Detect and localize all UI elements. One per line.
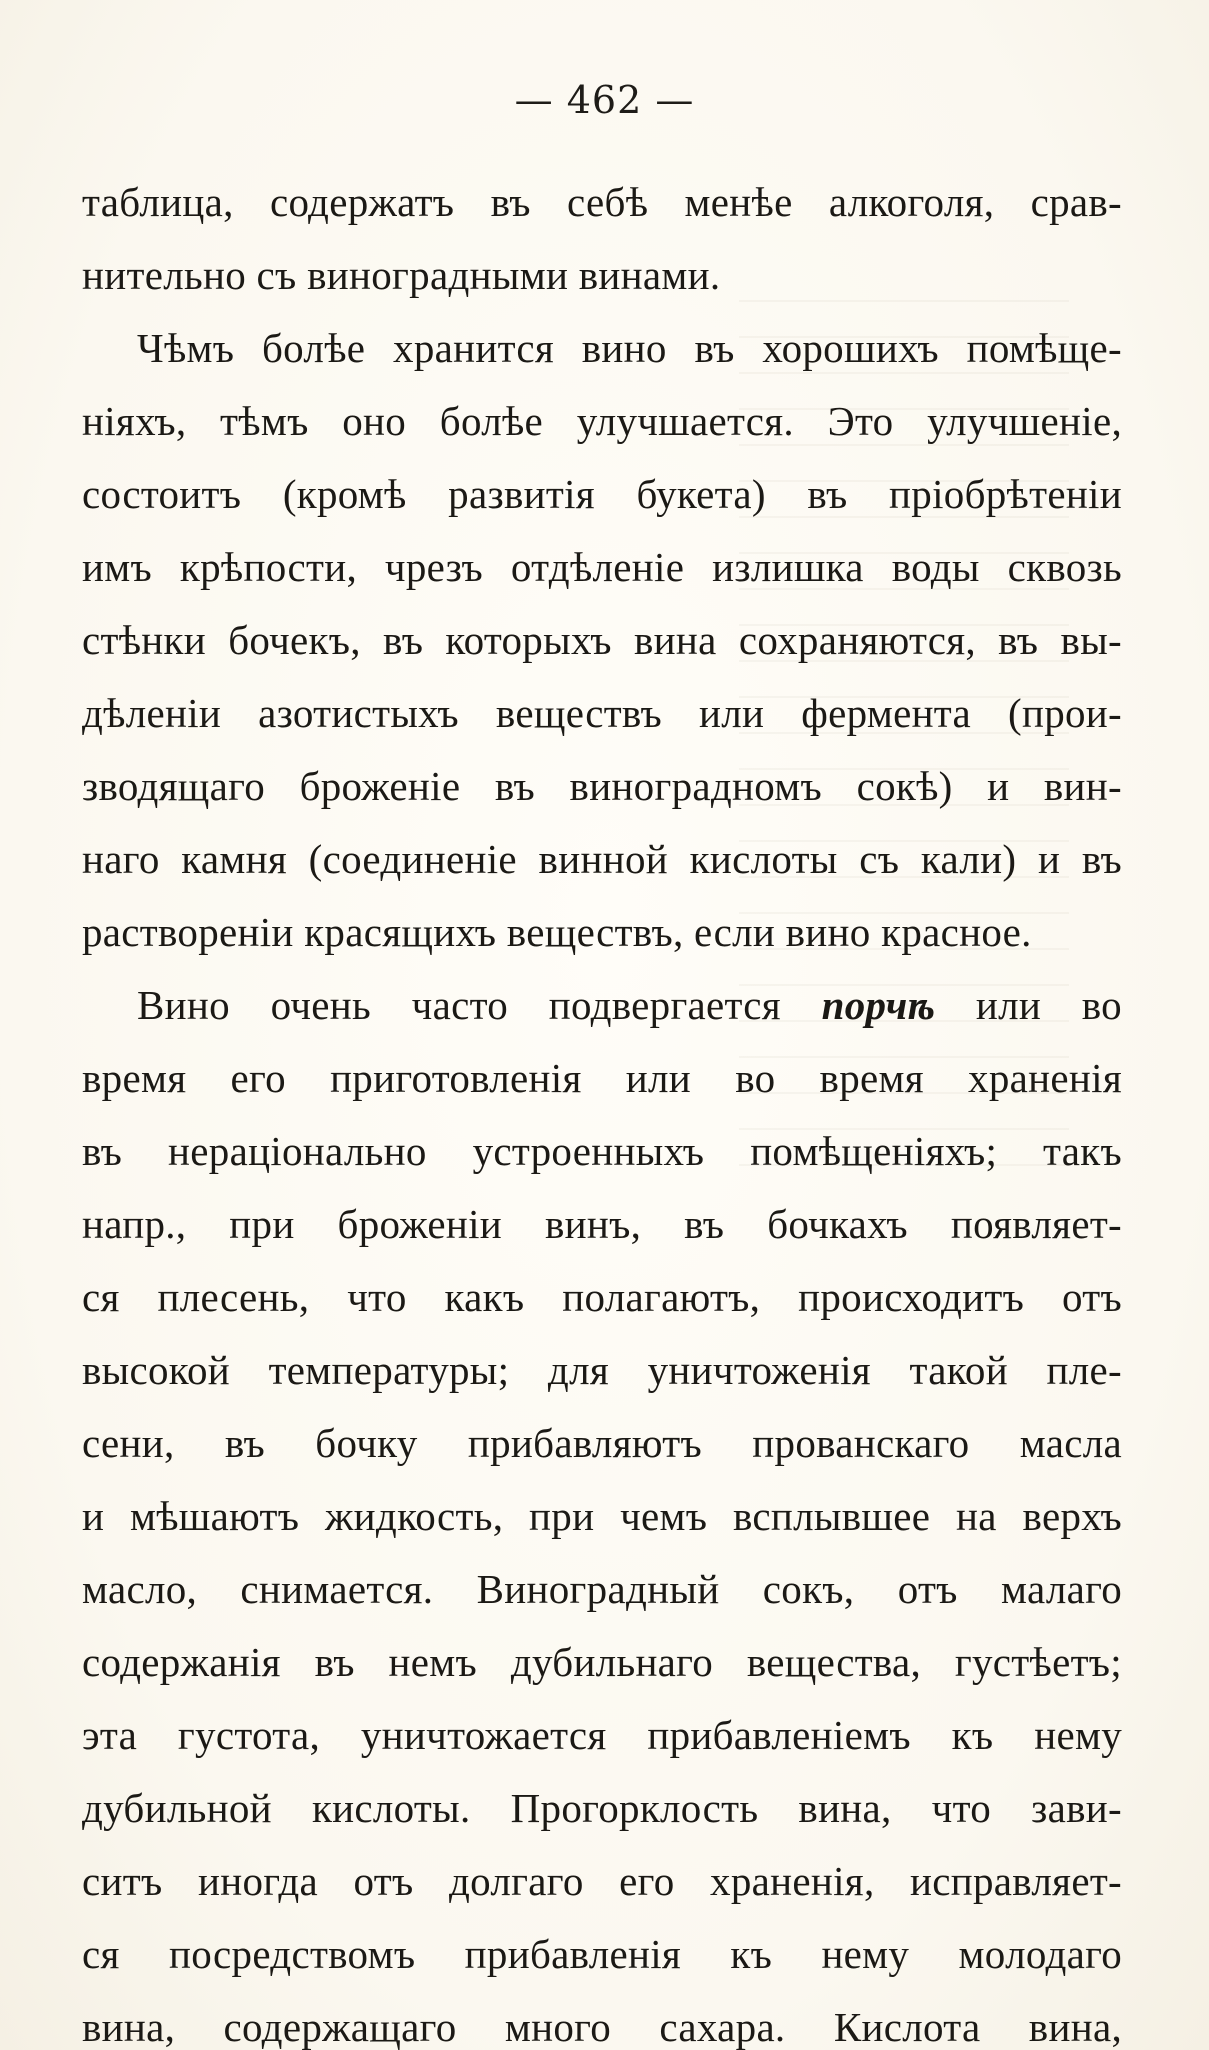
text-line: дубильной кислоты. Прогорклость вина, что зави- [82,1785,1122,1831]
text-line: высокой температуры; для уничтоженія такой пле- [82,1347,1122,1393]
text-line: раствореніи красящихъ веществъ, если вино красное. [82,909,1032,955]
text-line: ся посредствомъ прибавленія къ нему молодаго [82,1931,1122,1977]
text-line: эта густота, уничтожается прибавленіемъ къ нему [82,1712,1122,1758]
emphasized-word: порчѣ [821,982,936,1028]
body-text [82,166,1122,2050]
text-line: Чѣмъ болѣе хранится вино въ хорошихъ помѣще- [137,325,1122,371]
text-line: напр., при броженіи винъ, въ бочкахъ появляет- [82,1201,1122,1247]
text-line: ніяхъ, тѣмъ оно болѣе улучшается. Это улучшеніе, [82,398,1122,444]
text-line [82,969,1122,1042]
text-line: время его приготовленія или во время храненія [82,1055,1122,1101]
text-line: содержанія въ немъ дубильнаго вещества, густѣетъ; [82,1639,1122,1685]
text-line: сени, въ бочку прибавляютъ прованскаго масла [82,1420,1122,1466]
text-line: въ нераціонально устроенныхъ помѣщеніяхъ; такъ [82,1128,1122,1174]
text-line: наго камня (соединеніе винной кислоты съ кали) и въ [82,836,1122,882]
text-segment: или во [935,982,1122,1028]
text-line: таблица, содержатъ въ себѣ менѣе алкоголя, срав- [82,179,1122,225]
text-line: ситъ иногда отъ долгаго его храненія, исправляет- [82,1858,1122,1904]
text-line: масло, снимается. Виноградный сокъ, отъ малаго [82,1566,1122,1612]
text-line: имъ крѣпости, чрезъ отдѣленіе излишка воды сквозь [82,544,1122,590]
page-number: — 462 — [514,78,695,122]
text-line: дѣленіи азотистыхъ веществъ или фермента (прои- [82,690,1122,736]
text-line: зводящаго броженіе въ виноградномъ сокѣ) и вин- [82,763,1122,809]
text-line: состоитъ (кромѣ развитія букета) въ пріобрѣтеніи [82,471,1122,517]
text-segment: Вино очень часто подвергается [137,982,822,1028]
text-line: вина, содержащаго много сахара. Кислота вина, [82,2004,1122,2050]
text-line: ся плесень, что какъ полагаютъ, происходитъ отъ [82,1274,1122,1320]
text-line: стѣнки бочекъ, въ которыхъ вина сохраняются, въ вы- [82,617,1122,663]
text-line: и мѣшаютъ жидкость, при чемъ всплывшее на верхъ [82,1493,1122,1539]
text-line: нительно съ виноградными винами. [82,252,721,298]
